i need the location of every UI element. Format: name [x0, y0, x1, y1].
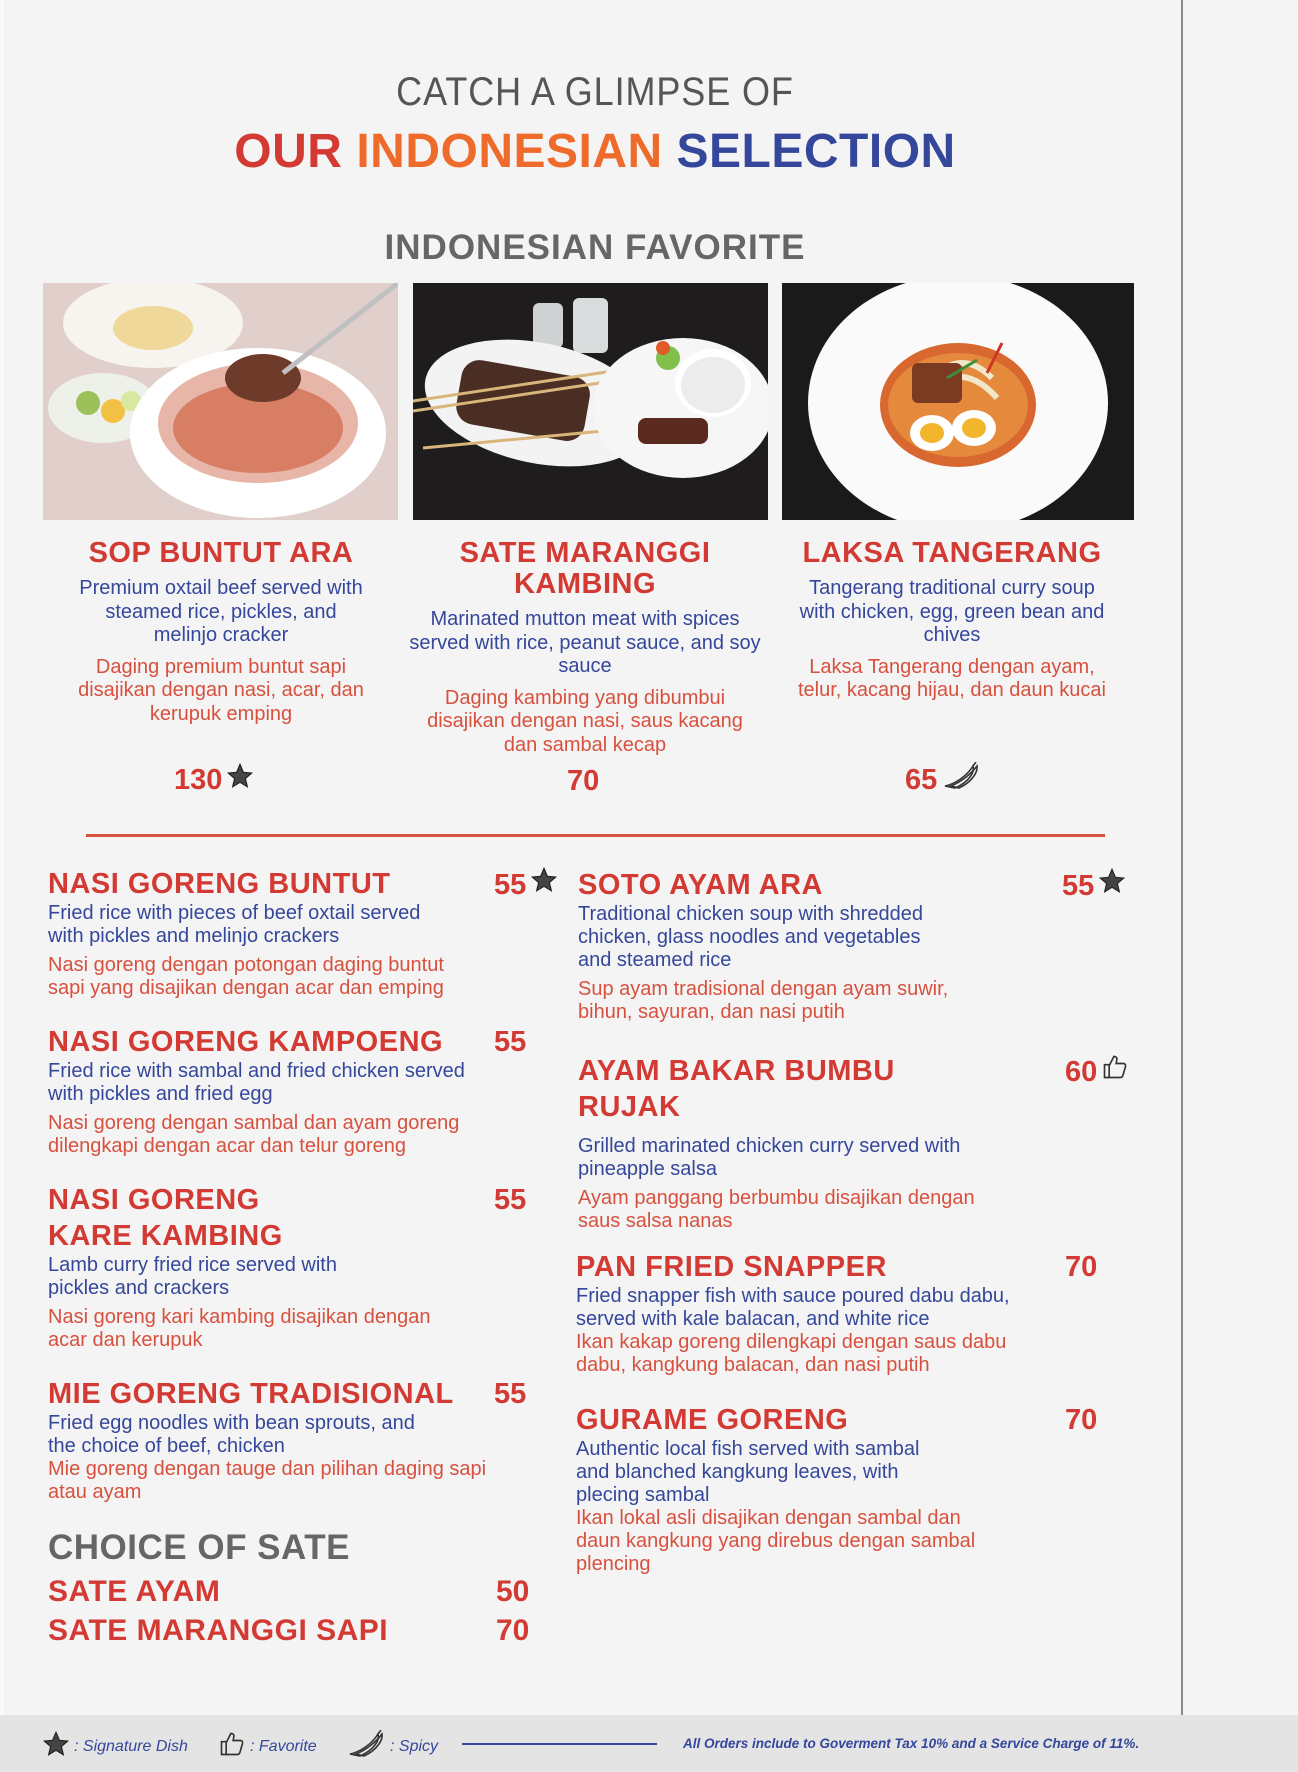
legend-signature — [42, 1730, 188, 1763]
legend-favorite — [218, 1730, 317, 1763]
legend-spicy-label: : Spicy — [390, 1737, 439, 1755]
featured-dish-name: SATE MARANGGI KAMBING — [459, 537, 711, 600]
menu-item-desc-en: Fried snapper fish with sauce poured dabu dabu, served with kale balacan, and white rice — [576, 1285, 1010, 1330]
section-title: INDONESIAN FAVORITE — [384, 228, 806, 267]
legend-favorite-label: : Favorite — [250, 1737, 317, 1755]
menu-item-soto-ayam-ara — [578, 867, 978, 1024]
featured-price-3 — [905, 762, 981, 798]
menu-item-nasi-goreng-kare-kambing — [48, 1182, 431, 1352]
headline-word-selection: SELECTION — [676, 125, 956, 178]
headline-word-indonesian: INDONESIAN — [356, 125, 663, 178]
menu-item-nasi-goreng-buntut — [48, 866, 488, 1000]
price-value: 55 — [494, 868, 527, 901]
featured-dish-desc-en: Tangerang traditional curry soup with chicken, egg, green bean and chives — [799, 577, 1105, 646]
price-value: 60 — [1065, 1055, 1098, 1088]
featured-dish-desc-en: Marinated mutton meat with spices served with rice, peanut sauce, and soy sauce — [409, 608, 761, 677]
featured-dish-name: SOP BUNTUT ARA — [88, 537, 354, 569]
price-value: 70 — [1065, 1404, 1098, 1436]
menu-item-desc-id: Ikan lokal asli disajikan dengan sambal dan daun kangkung yang direbus dengan sambal plencing — [576, 1507, 976, 1575]
menu-item-desc-en: Fried egg noodles with bean sprouts, and the choice of beef, chicken — [48, 1412, 415, 1457]
featured-dish-1 — [36, 538, 406, 726]
headline-catch: CATCH A GLIMPSE OF — [396, 70, 794, 114]
menu-item-desc-id: Ikan kakap goreng dilengkapi dengan saus dabu dabu, kangkung balacan, dan nasi putih — [576, 1331, 1007, 1376]
thumbs-up-icon — [1101, 1053, 1129, 1090]
price-value: 65 — [905, 763, 938, 796]
menu-item-price — [1065, 1402, 1097, 1438]
menu-item-name: PAN FRIED SNAPPER — [576, 1251, 887, 1283]
menu-item-name: NASI GORENG KARE KAMBING — [48, 1184, 283, 1252]
menu-item-ayam-bakar-bumbu-rujak — [578, 1053, 978, 1233]
star-icon — [1098, 867, 1126, 904]
price-value: 55 — [494, 1184, 527, 1216]
star-icon — [226, 762, 254, 798]
menu-item-desc-en: Authentic local fish served with sambal and blanched kangkung leaves, with plecing sambal — [576, 1438, 920, 1506]
sate-item-name: SATE MARANGGI SAPI — [48, 1614, 389, 1647]
menu-item-price — [1065, 1053, 1129, 1090]
sate-item-price: 70 — [496, 1614, 530, 1647]
legend-signature-label: : Signature Dish — [74, 1737, 188, 1755]
menu-item-desc-en: Traditional chicken soup with shredded chicken, glass noodles and vegetables and steamed rice — [578, 903, 924, 971]
featured-dish-name: LAKSA TANGERANG — [802, 537, 1102, 569]
star-icon — [42, 1730, 70, 1763]
menu-item-name: NASI GORENG KAMPOENG — [48, 1026, 444, 1058]
menu-item-name: SOTO AYAM ARA — [578, 869, 823, 901]
menu-item-desc-id: Nasi goreng dengan potongan daging buntut sapi yang disajikan dengan acar dan emping — [48, 954, 444, 999]
sate-item-name: SATE AYAM — [48, 1575, 221, 1608]
menu-item-desc-id: Nasi goreng dengan sambal dan ayam goreng dilengkapi dengan acar dan telur goreng — [48, 1112, 460, 1157]
menu-item-price — [1065, 1249, 1097, 1285]
sate-section-title: CHOICE OF SATE — [48, 1528, 350, 1567]
chili-icon — [941, 762, 981, 798]
menu-item-pan-fried-snapper — [576, 1249, 1036, 1377]
sate-item-price: 50 — [496, 1575, 530, 1608]
photo-sate-maranggi — [413, 283, 768, 520]
featured-dish-desc-id: Daging kambing yang dibumbui disajikan dengan nasi, saus kacang dan sambal kecap — [427, 686, 743, 756]
menu-item-name: NASI GORENG BUNTUT — [48, 868, 391, 900]
menu-item-name: GURAME GORENG — [576, 1404, 849, 1436]
price-value: 130 — [174, 763, 223, 796]
menu-item-price — [494, 1182, 526, 1218]
menu-item-desc-id: Nasi goreng kari kambing disajikan dengan acar dan kerupuk — [48, 1306, 431, 1351]
menu-item-name: AYAM BAKAR BUMBU RUJAK — [578, 1055, 895, 1123]
menu-item-nasi-goreng-kampoeng — [48, 1024, 488, 1158]
menu-item-price — [494, 866, 558, 903]
footer-tax-note: All Orders include to Goverment Tax 10% and a Service Charge of 11%. — [683, 1736, 1140, 1751]
star-icon — [530, 866, 558, 903]
headline-selection — [0, 124, 1190, 179]
featured-dish-desc-id: Daging premium buntut sapi disajikan dengan nasi, acar, dan kerupuk emping — [78, 655, 364, 725]
menu-item-desc-en: Grilled marinated chicken curry served with pineapple salsa — [578, 1135, 961, 1180]
featured-dish-2 — [400, 538, 770, 757]
menu-item-price — [494, 1376, 526, 1412]
price-value: 55 — [1062, 869, 1095, 902]
menu-item-desc-en: Lamb curry fried rice served with pickles and crackers — [48, 1254, 337, 1299]
menu-item-gurame-goreng — [576, 1402, 976, 1576]
menu-item-price — [1062, 867, 1126, 904]
price-value: 55 — [494, 1378, 527, 1410]
thumbs-up-icon — [218, 1730, 246, 1763]
menu-item-price — [494, 1024, 526, 1060]
menu-item-name: MIE GORENG TRADISIONAL — [48, 1378, 454, 1410]
price-value: 70 — [567, 765, 600, 797]
featured-dish-desc-id: Laksa Tangerang dengan ayam, telur, kacang hijau, dan daun kucai — [798, 655, 1106, 701]
price-value: 70 — [1065, 1251, 1098, 1283]
menu-item-mie-goreng-tradisional — [48, 1376, 493, 1504]
photo-sop-buntut — [43, 283, 398, 520]
legend-spicy — [346, 1730, 438, 1763]
photo-laksa — [782, 283, 1134, 520]
menu-item-desc-id: Ayam panggang berbumbu disajikan dengan saus salsa nanas — [578, 1187, 975, 1232]
menu-item-desc-en: Fried rice with pieces of beef oxtail served with pickles and melinjo crackers — [48, 902, 421, 947]
featured-dish-desc-en: Premium oxtail beef served with steamed rice, pickles, and melinjo cracker — [79, 577, 363, 646]
section-divider — [86, 834, 1105, 837]
featured-price-1 — [174, 762, 254, 798]
menu-item-desc-id: Mie goreng dengan tauge dan pilihan daging sapi atau ayam — [48, 1458, 487, 1503]
menu-item-desc-en: Fried rice with sambal and fried chicken served with pickles and fried egg — [48, 1060, 465, 1105]
footer-divider-line — [462, 1743, 657, 1745]
headline-word-our: OUR — [234, 125, 343, 178]
featured-dish-3 — [767, 538, 1137, 703]
menu-item-desc-id: Sup ayam tradisional dengan ayam suwir, bihun, sayuran, dan nasi putih — [578, 978, 949, 1023]
chili-icon — [346, 1730, 386, 1763]
price-value: 55 — [494, 1026, 527, 1058]
featured-price-2 — [567, 765, 599, 798]
